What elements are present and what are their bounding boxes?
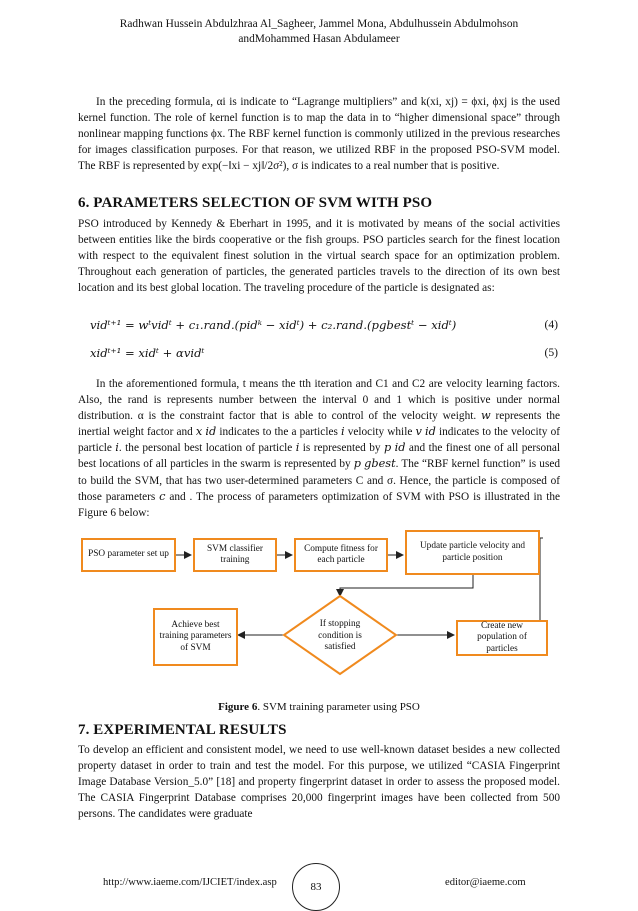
compute-fitness-box	[294, 538, 388, 572]
equation-5-expression: 𝑥𝑖𝑑ᵗ⁺¹ = 𝑥𝑖𝑑ᵗ + 𝛼𝑣𝑖𝑑ᵗ	[90, 346, 205, 360]
equation-5	[78, 346, 560, 362]
section-6-paragraph-2: In the aforementioned formula, t means the tth iteration and C1 and C2 are velocity learning factors. Also, the rand is represents number between the interval 0 and 1 which is positive under normal distribution. α is the constraint factor that is able to control of the velocity weight. 𝑤 represents the inertial weight factor and 𝑥 𝑖𝑑 indicates to the a particles 𝑖 velocity while 𝑣 𝑖𝑑 indicates to the velocity of particle 𝑖. the personal best location of particle 𝑖 is represented by 𝑝 𝑖𝑑 and the finest one of all personal best locations of all particles in the swarm is represented by 𝑝 𝑔𝑏𝑒𝑠𝑡. The “RBF kernel function” is used to build the SVM, that has two user-determined parameters C and σ. Hence, the particle is composed of those parameters 𝑐 and . The process of parameters optimization of SVM with PSO is illustrated in the Figure 6 below:	[78, 378, 560, 519]
section-6-paragraph-block	[78, 216, 560, 296]
section-6-paragraph: PSO introduced by Kennedy & Eberhart in 1995, and it is motivated by means of the social activities between entities like the birds cooperative or the fish groups. PSO particles search for the finest location with respect to the equivalent finest solution in the virtual search space for an optimization problem. Throughout each generation of particles, the generated particles travels to the direction of its own best location and its best global location. The traveling procedure of the particle is designated as:	[78, 218, 560, 295]
pso-setup-label: PSO parameter set up	[88, 549, 169, 560]
section-7-heading: 7. EXPERIMENTAL RESULTS	[78, 722, 287, 738]
new-population-label: Create new population of particles	[477, 620, 527, 654]
intro-paragraph: In the preceding formula, αi is indicate to “Lagrange multipliers” and k(xi, xj) = ϕxi, ϕxj is the used kernel function. The role of kernel function is to map the data in to “higher dimensional space” through nonlinear mapping functions ϕx. The RBF kernel function is commonly utilized in the previous researches for images classification purposes. For that reason, we utilized RBF in the proposed PSO-SVM model. The RBF is represented by exp(−‖xi − xj‖/2σ²), σ is indicates to a real number that is positive.	[78, 96, 560, 173]
running-header	[60, 17, 578, 47]
page-footer	[0, 873, 638, 897]
pso-svm-flowchart	[78, 530, 560, 695]
update-velocity-box	[405, 530, 540, 575]
equation-4-number: (4)	[544, 318, 558, 331]
authors-line-2: andMohammed Hasan Abdulameer	[238, 33, 400, 45]
stopping-condition-text: If stopping condition is satisfied	[318, 619, 362, 652]
section-6-heading: 6. PARAMETERS SELECTION OF SVM WITH PSO	[78, 195, 433, 211]
section-6-paragraph-2-block	[78, 376, 560, 521]
page-number: 83	[292, 863, 340, 911]
authors-line-1: Radhwan Hussein Abdulzhraa Al_Sagheer, Jammel Mona, Abdulhussein Abdulmohson	[119, 18, 519, 30]
figure-6-caption-text: . SVM training parameter using PSO	[257, 701, 420, 713]
equation-4	[78, 318, 560, 334]
equation-5-number: (5)	[544, 346, 558, 359]
svm-training-box	[193, 538, 277, 572]
pso-setup-box	[81, 538, 176, 572]
section-7-paragraph-block	[78, 742, 560, 822]
figure-6-caption	[78, 701, 560, 713]
new-population-box	[456, 620, 548, 656]
figure-6-label: Figure 6	[218, 701, 258, 713]
compute-fitness-label: Compute fitness for each particle	[304, 543, 378, 565]
svm-training-label: SVM classifier training	[206, 543, 264, 565]
intro-paragraph-block	[78, 94, 560, 174]
achieve-best-label: Achieve best training parameters of SVM	[159, 619, 232, 653]
arrow-update-to-stopping	[340, 575, 473, 596]
achieve-best-box	[153, 608, 238, 666]
section-7-paragraph: To develop an efficient and consistent model, we need to use well-known dataset besides a new collected property dataset in order to train and test the model. For this purpose, we utilized “CASIA Fingerprint Image Database Version_5.0” [18] and property fingerprint dataset in order to assess the proposed model. The CASIA Fingerprint Database comprises 20,000 fingerprint images have been collected from 500 persons. The candidates were graduate	[78, 744, 560, 821]
update-velocity-label: Update particle velocity and particle position	[419, 541, 526, 563]
equation-4-expression: 𝑣𝑖𝑑ᵗ⁺¹ = 𝑤ᵗ𝑣𝑖𝑑ᵗ + 𝑐₁.𝑟𝑎𝑛𝑑.(𝑝𝑖𝑑ᵏ − 𝑥𝑖𝑑ᵗ) + 𝑐₂.𝑟𝑎𝑛𝑑.(𝑝𝑔𝑏𝑒𝑠𝑡ᵗ − 𝑥𝑖𝑑ᵗ)	[90, 318, 457, 332]
editor-email-link[interactable]: editor@iaeme.com	[445, 877, 526, 888]
journal-url-link[interactable]: http://www.iaeme.com/IJCIET/index.asp	[103, 877, 277, 888]
